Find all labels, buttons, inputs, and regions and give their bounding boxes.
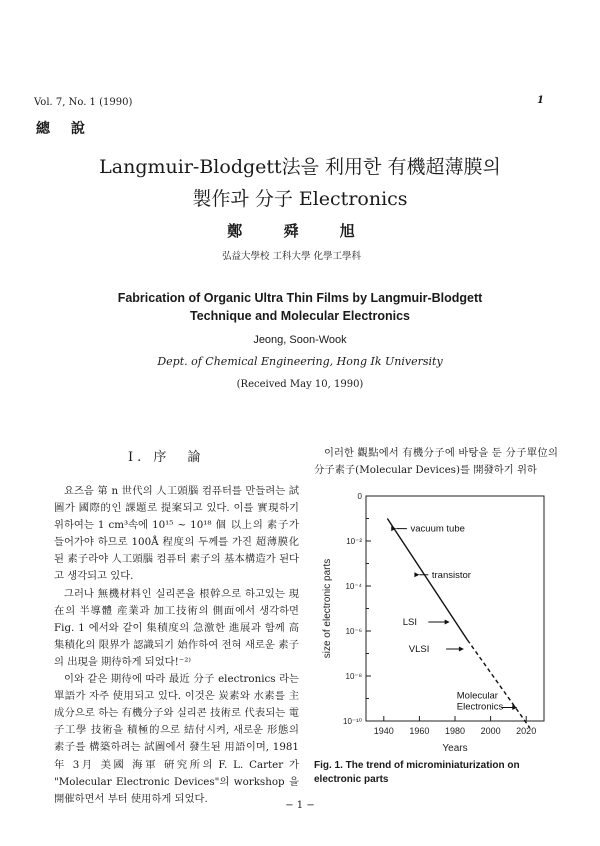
x-tick-label: 1940: [373, 726, 394, 736]
annotation-molecular-electronics: Molecular: [456, 690, 498, 702]
page-number-header: 1: [537, 95, 544, 106]
title-korean-line2: 製作과 分子 Electronics: [192, 188, 408, 210]
paragraph: 이러한 觀點에서 有機分子에 바탕을 둔 分子單位의 分子素子(Molecular Devices)를 開發하기 위하: [314, 447, 558, 477]
annotation-transistor: transistor: [431, 569, 471, 581]
author-english: Jeong, Soon-Wook: [253, 334, 347, 346]
y-tick-label: 10⁻²: [346, 537, 362, 546]
annotation-vacuum-tube: vacuum tube: [410, 523, 465, 535]
x-tick-label: 2000: [480, 726, 501, 736]
title-english-line2: Technique and Molecular Electronics: [190, 309, 410, 323]
x-tick-label: 1960: [409, 726, 430, 736]
section-heading: I. 序 論: [128, 450, 205, 465]
trend-line-projected: [467, 640, 529, 728]
paragraph: 이와 같은 期待에 따라 最近 分子 electronics 라는 單語가 자주 使用되고 있다. 이것은 炭素와 水素를 主成分으로 하는 有機分子와 실리콘 技術로 代表되는 電子工學 技術을 積極的으로 結付시켜, 새로운 形態의 素子를 構築하려는 試圖에서 發生된 用語이며, 1981 年 3月 美國 海軍 硏究所의 F. L. Carter 가 "Molecular Electronic Devices"의 workshop 을 開催하면서 부터 使用하게 되었다.: [54, 673, 299, 805]
y-axis-label: size of electronic parts: [322, 558, 333, 659]
x-axis-label: Years: [442, 743, 468, 754]
author-korean: 鄭 舜 旭: [227, 222, 373, 240]
paragraph: 그러나 無機材料인 실리콘을 根幹으로 하고있는 現在의 半導體 産業과 加工技術의 側面에서 생각하면 Fig. 1 에서와 같이 集積度의 急激한 進展과 함께 高集積化의 限界가 認識되기 始作하여 전혀 새로운 素子의 出現을 期待하게 되었다!⁻²⁾: [54, 587, 299, 668]
title-english-line1: Fabrication of Organic Ultra Thin Films by Langmuir-Blodgett: [117, 291, 483, 305]
paragraph: 요즈음 第 n 世代의 人工頭腦 컴퓨터를 만들려는 試圖가 國際的인 課題로 提案되고 있다. 이를 實現하기 위하여는 1 cm³속에 10¹⁵ ~ 10¹⁸ 個 以上의 素子가 들어가야 하므로 100Å 程度의 두께를 가진 超薄膜化된 素子라야 人工頭腦 컴퓨터 素子의 基本構造가 된다고 생각되고 있다.: [54, 485, 299, 583]
department-english: Dept. of Chemical Engineering, Hong Ik University: [157, 355, 443, 368]
annotation-lsi: LSI: [402, 617, 418, 628]
page-number-footer: − 1 −: [285, 800, 315, 811]
y-tick-label: 0: [357, 492, 362, 501]
y-tick-label: 10⁻⁸: [345, 672, 362, 681]
figure-1-chart: [308, 486, 553, 756]
affiliation-korean: 弘益大學校 工科大學 化學工學科: [222, 251, 362, 262]
y-tick-label: 10⁻⁶: [345, 627, 362, 636]
y-tick-label: 10⁻⁴: [345, 582, 362, 591]
arrow-lsi-head: [445, 620, 450, 625]
x-tick-label: 1980: [444, 726, 466, 736]
annotation-vlsi: VLSI: [408, 644, 430, 655]
y-tick-label: 10⁻¹⁰: [343, 717, 362, 726]
left-column: [54, 483, 299, 808]
received-date: (Received May 10, 1990): [236, 379, 364, 390]
arrow-transistor-head: [414, 572, 419, 577]
figure-caption: Fig. 1. The trend of microminiaturization on electronic parts: [314, 760, 520, 785]
arrow-vlsi-head: [459, 647, 464, 652]
right-column: [314, 445, 558, 479]
title-korean-line1: Langmuir-Blodgett法을 利用한 有機超薄膜의: [99, 156, 501, 178]
x-tick-label: 2020: [516, 726, 537, 736]
section-tag: 總 說: [36, 121, 93, 137]
annotation-molecular-electronics: Electronics: [456, 701, 504, 713]
journal-info: Vol. 7, No. 1 (1990): [34, 97, 133, 108]
